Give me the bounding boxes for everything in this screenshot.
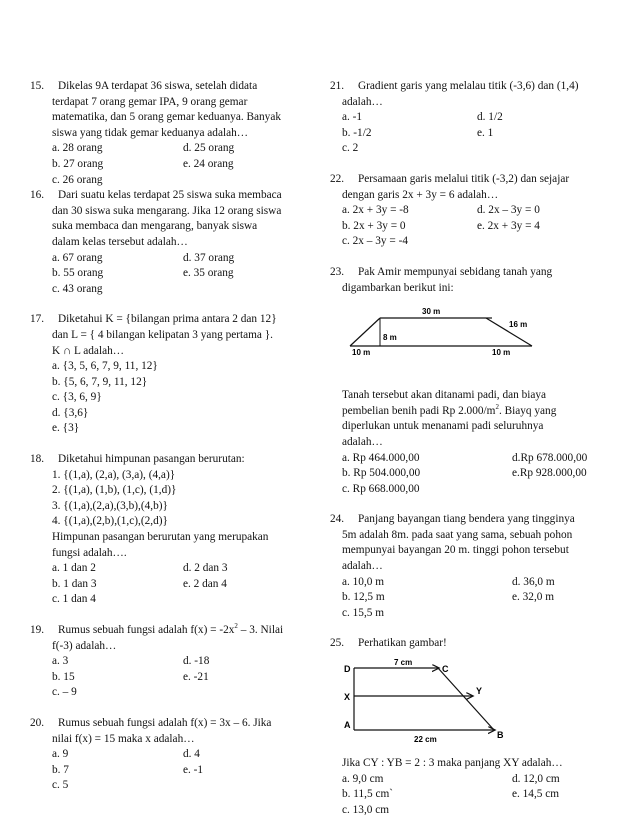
option-e: e. 1 — [477, 126, 494, 139]
question-stem-line: nilai f(x) = 15 maka x adalah… — [52, 732, 195, 745]
label-C: C — [442, 664, 449, 675]
option-c: c. 2x – 3y = -4 — [342, 235, 408, 248]
option-e: e. 32,0 m — [512, 591, 555, 604]
question-number: 18. — [30, 453, 45, 466]
question-number: 21. — [330, 80, 345, 92]
question-25 — [330, 636, 604, 818]
question-stem: Diketahui K = {bilangan prima antara 2 dan 12} — [58, 313, 277, 326]
option-d: d. 25 orang — [183, 142, 235, 155]
option-c: c. – 9 — [52, 686, 77, 699]
question-stem: Dari suatu kelas terdapat 25 siswa suka membaca — [58, 189, 282, 202]
option-d: d. 2x – 3y = 0 — [477, 204, 540, 217]
question-stem-line: terdapat 7 orang gemar IPA, 9 orang gemar — [52, 95, 248, 108]
option-c: c. {3, 6, 9} — [52, 391, 102, 404]
label-right-bottom: 10 m — [492, 348, 511, 358]
question-number: 20. — [30, 716, 45, 729]
option-b: b. 55 orang — [52, 267, 104, 280]
option-d: d. {3,6} — [52, 406, 89, 419]
question-stem-line: Himpunan pasangan berurutan yang merupakan — [52, 531, 269, 544]
question-15 — [30, 79, 314, 188]
question-stem-line: Jika CY : YB = 2 : 3 maka panjang XY adalah… — [342, 757, 563, 770]
option-a: a. 1 dan 2 — [52, 562, 96, 575]
option-c: c. 5 — [52, 779, 69, 792]
question-stem: Rumus sebuah fungsi adalah $f(x) = -2x^2 - 3$. Nilai — [58, 622, 284, 636]
option-b: b. 11,5 cm` — [342, 788, 394, 801]
option-c: c. 13,0 cm — [342, 803, 390, 816]
option-b: b. 7 — [52, 763, 69, 776]
question-19 — [30, 623, 314, 701]
option-b: b. 12,5 m — [342, 591, 385, 604]
question-20 — [30, 716, 314, 794]
option-e: e. -1 — [183, 763, 204, 776]
label-bottom-length: 22 cm — [414, 735, 437, 745]
option-e: e. -21 — [183, 670, 209, 683]
question-number: 19. — [30, 624, 45, 636]
question-stem-line: suka membaca dan mengarang, banyak siswa — [52, 220, 258, 233]
label-height: 8 m — [383, 333, 397, 343]
option-a: a. Rp 464.000,00 — [342, 451, 420, 464]
question-stem-line: dan 30 siswa suka mengarang. Jika 12 orang siswa — [52, 204, 282, 217]
question-16 — [30, 188, 314, 297]
question-number: 24. — [330, 513, 345, 526]
option-a: a. 28 orang — [52, 142, 103, 155]
option-a: a. -1 — [342, 111, 363, 124]
option-c: c. 2 — [342, 142, 359, 155]
option-a: a. 9,0 cm — [342, 772, 384, 785]
question-stem: Persamaan garis melalui titik (-3,2) dan sejajar — [358, 172, 570, 185]
question-stem-line: diperlukan untuk menanami padi seluruhnya — [342, 420, 544, 433]
question-stem-line: siswa yang tidak gemar keduanya adalah… — [52, 126, 249, 139]
question-stem-line: K ∩ L adalah… — [52, 344, 125, 357]
question-stem-line: 4. {(1,a),(2,b),(1,c),(2,d)} — [52, 515, 168, 528]
option-d: d. 36,0 m — [512, 575, 555, 588]
question-stem: Diketahui himpunan pasangan berurutan: — [58, 453, 245, 466]
edge-CB — [438, 668, 494, 730]
option-b: b. 15 — [52, 670, 75, 683]
option-d: d. 2 dan 3 — [183, 562, 228, 575]
option-c: c. Rp 668.000,00 — [342, 482, 420, 495]
question-21 — [330, 79, 604, 157]
question-stem-line: Tanah tersebut akan ditanami padi, dan biaya — [342, 389, 547, 402]
question-stem-line: adalah… — [342, 435, 383, 448]
land-plot-figure — [342, 296, 604, 374]
question-number: 16. — [30, 189, 45, 202]
option-a: a. 9 — [52, 748, 69, 761]
question-stem-line: dalam kelas tersebut adalah… — [52, 235, 188, 248]
question-stem-line: mempunyai bayangan 20 m. tinggi pohon tersebut — [342, 544, 569, 557]
option-d: d. 12,0 cm — [512, 772, 560, 785]
label-right: 16 m — [509, 320, 528, 330]
question-18 — [30, 452, 314, 608]
question-number: 25. — [330, 637, 345, 650]
label-top: 30 m — [422, 307, 441, 317]
option-e: e. {3} — [52, 422, 80, 435]
question-stem: Dikelas 9A terdapat 36 siswa, setelah didata — [58, 80, 258, 92]
label-X: X — [344, 692, 351, 703]
question-23 — [330, 265, 604, 497]
left-column — [30, 79, 314, 809]
question-22 — [330, 172, 604, 250]
question-number: 15. — [30, 80, 45, 92]
question-stem: Perhatikan gambar! — [358, 637, 447, 650]
option-b: b. 1 dan 3 — [52, 577, 97, 590]
option-b: b. Rp 504.000,00 — [342, 467, 421, 480]
question-stem-line: dengan garis 2x + 3y = 6 adalah… — [342, 188, 499, 201]
option-e: e. 2 dan 4 — [183, 577, 227, 590]
trapezoid-figure — [342, 656, 522, 746]
question-stem-line: f(-3) adalah… — [52, 639, 117, 652]
option-a: a. 10,0 m — [342, 575, 385, 588]
question-17 — [30, 312, 314, 437]
label-Y: Y — [476, 686, 483, 697]
question-stem-line: 1. {(1,a), (2,a), (3,a), (4,a)} — [52, 468, 176, 481]
option-a: a. {3, 5, 6, 7, 9, 11, 12} — [52, 360, 158, 373]
question-stem-line: pembelian benih padi Rp $2.000/m^2$. Biayq yang — [342, 402, 557, 417]
option-c: c. 15,5 m — [342, 606, 385, 619]
option-d: d. 37 orang — [183, 251, 235, 264]
left-edge — [350, 318, 380, 346]
question-stem: Panjang bayangan tiang bendera yang tingginya — [358, 513, 575, 526]
label-top-length: 7 cm — [394, 658, 413, 668]
option-b: b. -1/2 — [342, 126, 372, 139]
question-24 — [330, 512, 604, 621]
question-stem-line: adalah… — [342, 95, 383, 108]
question-stem-line: 5m adalah 8m. pada saat yang sama, sebuah pohon — [342, 528, 573, 541]
label-A: A — [344, 720, 351, 731]
option-e: e. 35 orang — [183, 267, 234, 280]
option-d: d. -18 — [183, 655, 210, 668]
question-number: 17. — [30, 313, 45, 326]
question-stem-line: 3. {(1,a),(2,a),(3,b),(4,b)} — [52, 499, 168, 512]
option-b: b. 27 orang — [52, 157, 104, 170]
question-stem-line: dan L = { 4 bilangan kelipatan 3 yang pertama }. — [52, 328, 274, 341]
option-c: c. 26 orang — [52, 173, 103, 186]
label-left: 10 m — [352, 348, 371, 358]
option-d: d.Rp 678.000,00 — [512, 451, 588, 464]
option-a: a. 2x + 3y = -8 — [342, 204, 409, 217]
option-a: a. 67 orang — [52, 251, 103, 264]
question-stem: Rumus sebuah fungsi adalah f(x) = 3x – 6. Jika — [58, 716, 272, 729]
option-d: d. 1/2 — [477, 111, 503, 124]
question-number: 23. — [330, 265, 345, 278]
question-stem-line: matematika, dan 5 orang gemar keduanya. Banyak — [52, 111, 281, 124]
question-number: 22. — [330, 172, 345, 185]
option-e: e. 14,5 cm — [512, 788, 560, 801]
option-c: c. 1 dan 4 — [52, 593, 96, 606]
question-stem: Gradient garis yang melalau titik (-3,6) dan (1,4) — [358, 80, 579, 92]
option-a: a. 3 — [52, 655, 69, 668]
label-D: D — [344, 664, 351, 675]
option-e: e. 24 orang — [183, 157, 234, 170]
option-b: b. {5, 6, 7, 9, 11, 12} — [52, 375, 148, 388]
option-b: b. 2x + 3y = 0 — [342, 219, 406, 232]
question-stem: Pak Amir mempunyai sebidang tanah yang — [358, 265, 553, 278]
question-stem-line: fungsi adalah…. — [52, 546, 127, 559]
option-c: c. 43 orang — [52, 282, 103, 295]
option-d: d. 4 — [183, 748, 200, 761]
option-e: e. 2x + 3y = 4 — [477, 219, 540, 232]
question-stem-line: adalah… — [342, 560, 383, 573]
question-stem-line: digambarkan berikut ini: — [342, 281, 454, 294]
question-stem-line: 2. {(1,a), (1,b), (1,c), (1,d)} — [52, 484, 177, 497]
option-e: e.Rp 928.000,00 — [512, 467, 587, 480]
label-B: B — [497, 730, 504, 741]
right-column — [330, 79, 604, 833]
